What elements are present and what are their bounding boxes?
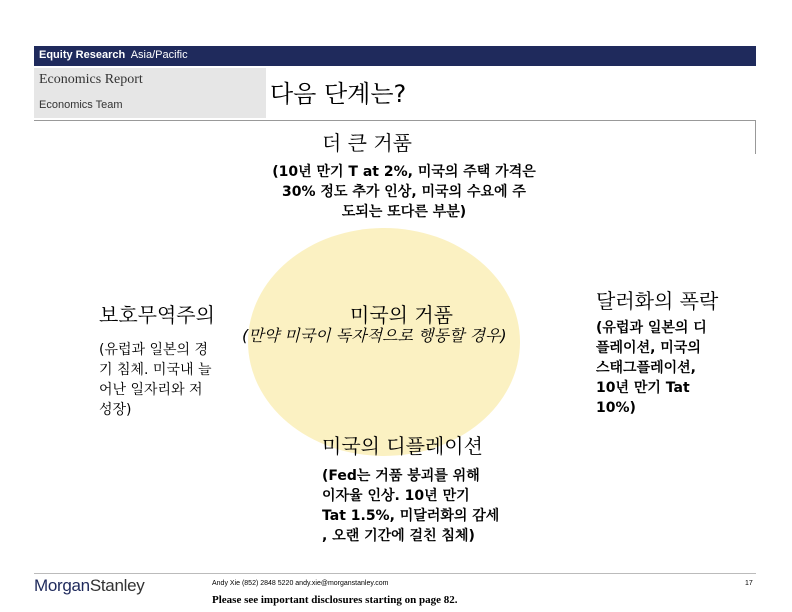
center-scenario-title: 미국의 거품 bbox=[350, 303, 453, 327]
top-scenario-desc bbox=[224, 162, 584, 222]
left-line-3: 어난 일자리와 저 bbox=[99, 382, 203, 398]
right-line-4: 10년 만기 Tat bbox=[596, 380, 690, 396]
center-scenario-subtitle: (만약 미국이 독자적으로 행동할 경우) bbox=[242, 326, 507, 345]
top-line-3: 도되는 또다른 부분) bbox=[341, 204, 467, 220]
page-title: 다음 단계는? bbox=[270, 80, 407, 108]
top-line-1: (10년 만기 T at 2%, 미국의 주택 가격은 bbox=[272, 164, 536, 180]
left-line-4: 성장) bbox=[99, 402, 132, 418]
logo-morgan: Morgan bbox=[34, 576, 90, 595]
header-divider bbox=[34, 120, 756, 121]
top-line-2: 30% 정도 추가 인상, 미국의 수요에 주 bbox=[282, 184, 526, 200]
right-edge-line bbox=[755, 120, 756, 154]
team-name: Economics Team bbox=[39, 99, 123, 111]
banner-region: Asia/Pacific bbox=[130, 49, 188, 61]
bottom-scenario-desc bbox=[322, 466, 499, 546]
banner-equity-research: Equity Research bbox=[39, 49, 126, 61]
right-scenario-title: 달러화의 폭락 bbox=[596, 289, 719, 313]
report-type: Economics Report bbox=[39, 72, 143, 87]
footer-divider bbox=[34, 573, 756, 574]
right-scenario-desc bbox=[596, 318, 707, 418]
top-scenario-title: 더 큰 거품 bbox=[322, 131, 412, 155]
left-scenario-title: 보호무역주의 bbox=[99, 303, 215, 327]
left-scenario-desc bbox=[99, 340, 211, 420]
bottom-line-2: 이자율 인상. 10년 만기 bbox=[322, 488, 470, 504]
report-info-box bbox=[34, 68, 266, 118]
page-number: 17 bbox=[745, 580, 753, 587]
left-line-2: 기 침체. 미국내 늘 bbox=[99, 362, 212, 378]
bottom-scenario-title: 미국의 디플레이션 bbox=[322, 434, 483, 458]
right-line-3: 스태그플레이션, bbox=[596, 360, 696, 376]
bottom-line-4: , 오랜 기간에 걸친 침체) bbox=[322, 528, 475, 544]
disclosure-note: Please see important disclosures starting on page 82. bbox=[212, 594, 458, 606]
right-line-1: (유럽과 일본의 디 bbox=[596, 320, 707, 336]
top-banner bbox=[34, 46, 756, 66]
analyst-contact: Andy Xie (852) 2848 5220 andy.xie@morganstanley.com bbox=[212, 580, 389, 587]
bottom-line-1: (Fed는 거품 붕괴를 위해 bbox=[322, 468, 480, 484]
bottom-line-3: Tat 1.5%, 미달러화의 감세 bbox=[322, 508, 500, 524]
banner-text bbox=[39, 49, 188, 61]
right-line-2: 플레이션, 미국의 bbox=[596, 340, 701, 356]
logo-stanley: Stanley bbox=[89, 576, 145, 595]
right-line-5: 10%) bbox=[596, 400, 636, 416]
morgan-stanley-logo bbox=[34, 576, 144, 596]
left-line-1: (유럽과 일본의 경 bbox=[99, 342, 209, 358]
